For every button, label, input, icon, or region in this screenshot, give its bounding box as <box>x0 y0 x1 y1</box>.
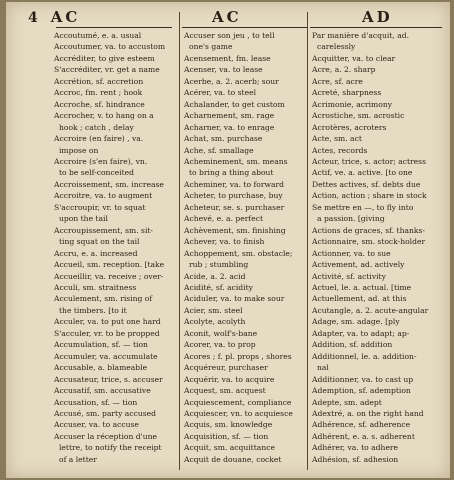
entry-line: Acrotères, acroters <box>312 122 387 132</box>
entry-line: Acre, sf. acre <box>312 76 363 86</box>
column-header-3: AD <box>362 8 393 26</box>
entry-line: Accusateur, trice, s. accuser <box>54 374 163 384</box>
entry-line: Acolyte, acolyth <box>184 317 246 327</box>
entry-line: S'acculer, vr. to be propped <box>54 328 160 338</box>
entry-line: Accusé, sm. party accused <box>54 408 156 418</box>
entry-line: Acheminement, sm. means <box>184 156 288 166</box>
entry-line: Acte, sm. act <box>312 134 362 144</box>
entry-line: S'accroupir, vr. to squat <box>54 202 146 212</box>
entry-line: Accuser, va. to accuse <box>54 420 139 430</box>
entry-line: upon the tail <box>59 214 108 224</box>
entry-line: Acquis, sm. knowledge <box>184 420 273 430</box>
entry-line: Accumuler, va. accumulate <box>54 351 158 361</box>
entry-line: Adextré, a. on the right hand <box>312 408 424 418</box>
entry-line: Accroitre, va. to augment <box>54 191 153 201</box>
entry-line: Acquérir, va. to acquire <box>184 374 275 384</box>
entry-line: Acquéreur, purchaser <box>184 363 268 373</box>
entry-line: Additionner, va. to cast up <box>312 374 414 384</box>
entry-line: Accroire (en faire) , va. <box>54 134 144 144</box>
entry-line: Acquisition, sf. — tion <box>184 431 269 441</box>
entry-line: Acquiescement, compliance <box>184 397 292 407</box>
entry-line: to be self-conceited <box>59 168 135 178</box>
entry-line: Accoutumer, va. to accustom <box>54 42 166 52</box>
entry-line: of a letter <box>59 454 97 464</box>
entry-line: Acenser, va. to lease <box>184 65 263 75</box>
page-header-left <box>28 8 80 26</box>
entry-line: Achevé, e. a. perfect <box>184 214 264 224</box>
entry-line: Acheminer, va. to forward <box>184 179 284 189</box>
entry-line: Acharner, va. to enrage <box>184 122 275 132</box>
dictionary-page <box>6 2 450 478</box>
entry-line: Achalander, to get custom <box>184 99 285 109</box>
entry-line: Acreté, sharpness <box>312 88 382 98</box>
entry-line: to bring a thing about <box>189 168 274 178</box>
entry-line: Acerbe, a. 2. acerb; sour <box>184 76 279 86</box>
entries-column-1 <box>54 30 176 465</box>
entry-line: lettre, to notify the receipt <box>59 443 162 453</box>
entry-line: Actes, records <box>312 145 368 155</box>
entry-line: Acquit de douane, cocket <box>184 454 282 464</box>
header-rule-1 <box>56 27 172 28</box>
entry-line: Ademption, sf. ademption <box>312 386 411 396</box>
entry-line: the timbers. [to it <box>59 305 127 315</box>
entry-line: Accroche, sf. hindrance <box>54 99 145 109</box>
entry-line: Aciduler, va. to make sour <box>184 294 285 304</box>
entry-line: Actions de graces, sf. thanks- <box>312 225 425 235</box>
entry-line: nal <box>317 363 329 373</box>
column-divider-1 <box>179 12 180 470</box>
entry-line: Ache, sf. smallage <box>184 145 254 155</box>
entry-line: Accroire (s'en faire), vn. <box>54 156 148 166</box>
entry-line: Actif, ve. a. active. [to one <box>312 168 413 178</box>
entry-line: Activement, ad. actively <box>312 260 405 270</box>
entry-line: carelessly <box>317 42 356 52</box>
entry-line: Accueil, sm. reception. [take <box>54 260 165 270</box>
entry-line: Par manière d'acquit, ad. <box>312 31 410 40</box>
entry-line: Accuser la réception d'une <box>54 431 157 441</box>
entry-line: Achat, sm. purchase <box>184 134 263 144</box>
entry-line: ting squat on the tail <box>59 237 140 247</box>
column-divider-2 <box>307 12 308 470</box>
entry-line: impose on <box>59 145 99 155</box>
entry-line: Additionnel, le. a. addition- <box>312 351 417 361</box>
entry-line: Actionnaire, sm. stock-holder <box>312 237 426 247</box>
entry-line: Acheteur, se. s. purchaser <box>184 202 285 212</box>
entry-line: Acier, sm. steel <box>184 305 243 315</box>
entry-line: Dettes actives, sf. debts due <box>312 179 421 189</box>
entry-line: Accusatif, sm. accusative <box>54 386 151 396</box>
entry-line: rub ; stumbling <box>189 260 249 270</box>
entry-line: Accoutumé, e. a. usual <box>54 31 142 40</box>
entry-line: Accumulation, sf. — tion <box>54 340 148 350</box>
entry-line: Acculer, va. to put one hard <box>54 317 161 327</box>
entry-line: Acculement, sm. rising of <box>54 294 153 304</box>
entry-line: Accusable, a. blameable <box>54 363 148 373</box>
entry-line: hook ; catch , delay <box>59 122 134 132</box>
entry-line: Actuellement, ad. at this <box>312 294 407 304</box>
entry-line: Adage, sm. adage. [ply <box>312 317 400 327</box>
entry-line: Adhérent, e. a. s. adherent <box>312 431 415 441</box>
entry-line: Actuel, le. a. actual. [time <box>312 282 412 292</box>
entry-line: Adapter, va. to adapt; ap- <box>312 328 410 338</box>
entry-line: Aconit, wolf's-bane <box>184 328 258 338</box>
entry-line: Accroissement, sm. increase <box>54 179 164 189</box>
entry-line: Accroupissement, sm. sit- <box>54 225 153 235</box>
entries-column-3 <box>312 30 434 465</box>
entry-line: Acutangle, a. 2. acute-angular <box>312 305 429 315</box>
entry-line: Acorer, va. to prop <box>184 340 256 350</box>
column-header-1: AC <box>50 8 81 26</box>
entry-line: Action, action ; share in stock <box>312 191 427 201</box>
entry-line: Achoppement, sm. obstacle; <box>184 248 293 258</box>
entry-line: Accru, e. a. increased <box>54 248 138 258</box>
entry-line: Acteur, trice, s. actor; actress <box>312 156 426 166</box>
entry-line: Adhérer, va. to adhere <box>312 443 399 453</box>
entry-line: Acre, a. 2. sharp <box>312 65 376 75</box>
entry-line: Acrimonie, acrimony <box>312 99 393 109</box>
column-header-2: AC <box>212 8 242 26</box>
entry-line: Acquiescer, vn. to acquiesce <box>184 408 293 418</box>
entry-line: Accroc, fm. rent ; hook <box>54 88 143 98</box>
entry-line: Addition, sf. addition <box>312 340 393 350</box>
header-rule-2 <box>182 27 308 28</box>
entry-line: a passion. [giving <box>317 214 385 224</box>
entry-line: Acheter, to purchase, buy <box>184 191 283 201</box>
entry-line: Acores ; f. pl. props , shores <box>184 351 292 361</box>
entry-line: Acculi, sm. straitness <box>54 282 137 292</box>
entry-line: Adepte, sm. adept <box>312 397 382 407</box>
entry-line: Accueillir, va. receive ; over- <box>54 271 164 281</box>
entry-line: Acrostiche, sm. acrostic <box>312 111 405 121</box>
entry-line: Acharnement, sm. rage <box>184 111 275 121</box>
entry-line: Achever, va. to finish <box>184 237 265 247</box>
entry-line: Adhésion, sf. adhesion <box>312 454 399 464</box>
entry-line: Acquest, sm. acquest <box>184 386 266 396</box>
entry-line: Acquitter, va. to clear <box>312 53 396 63</box>
entry-line: Accrétion, sf. accretion <box>54 76 144 86</box>
entry-line: Se mettre en —, to fly into <box>312 202 414 212</box>
entry-line: Accréditer, to give esteem <box>54 53 155 63</box>
entry-line: Acérer, va. to steel <box>184 88 257 98</box>
header-rule-3 <box>310 27 442 28</box>
entries-column-2 <box>184 30 306 465</box>
page-number: 4 <box>28 10 41 26</box>
entry-line: Acensement, fm. lease <box>184 53 271 63</box>
entry-line: Accusation, sf. — tion <box>54 397 138 407</box>
entry-line: Acquit, sm. acquittance <box>184 443 275 453</box>
entry-line: Acidité, sf. acidity <box>184 282 253 292</box>
entry-line: Activité, sf. activity <box>312 271 386 281</box>
entry-line: one's game <box>189 42 233 52</box>
entry-line: Adhérence, sf. adherence <box>312 420 411 430</box>
entry-line: Accuser son jeu , to tell <box>184 31 275 40</box>
entry-line: Actionner, va. to sue <box>312 248 391 258</box>
entry-line: Achèvement, sm. finishing <box>184 225 286 235</box>
entry-line: Accrocher, v. to hang on a <box>54 111 154 121</box>
entry-line: S'accréditer, vr. get a name <box>54 65 160 75</box>
entry-line: Acide, a. 2. acid <box>184 271 246 281</box>
